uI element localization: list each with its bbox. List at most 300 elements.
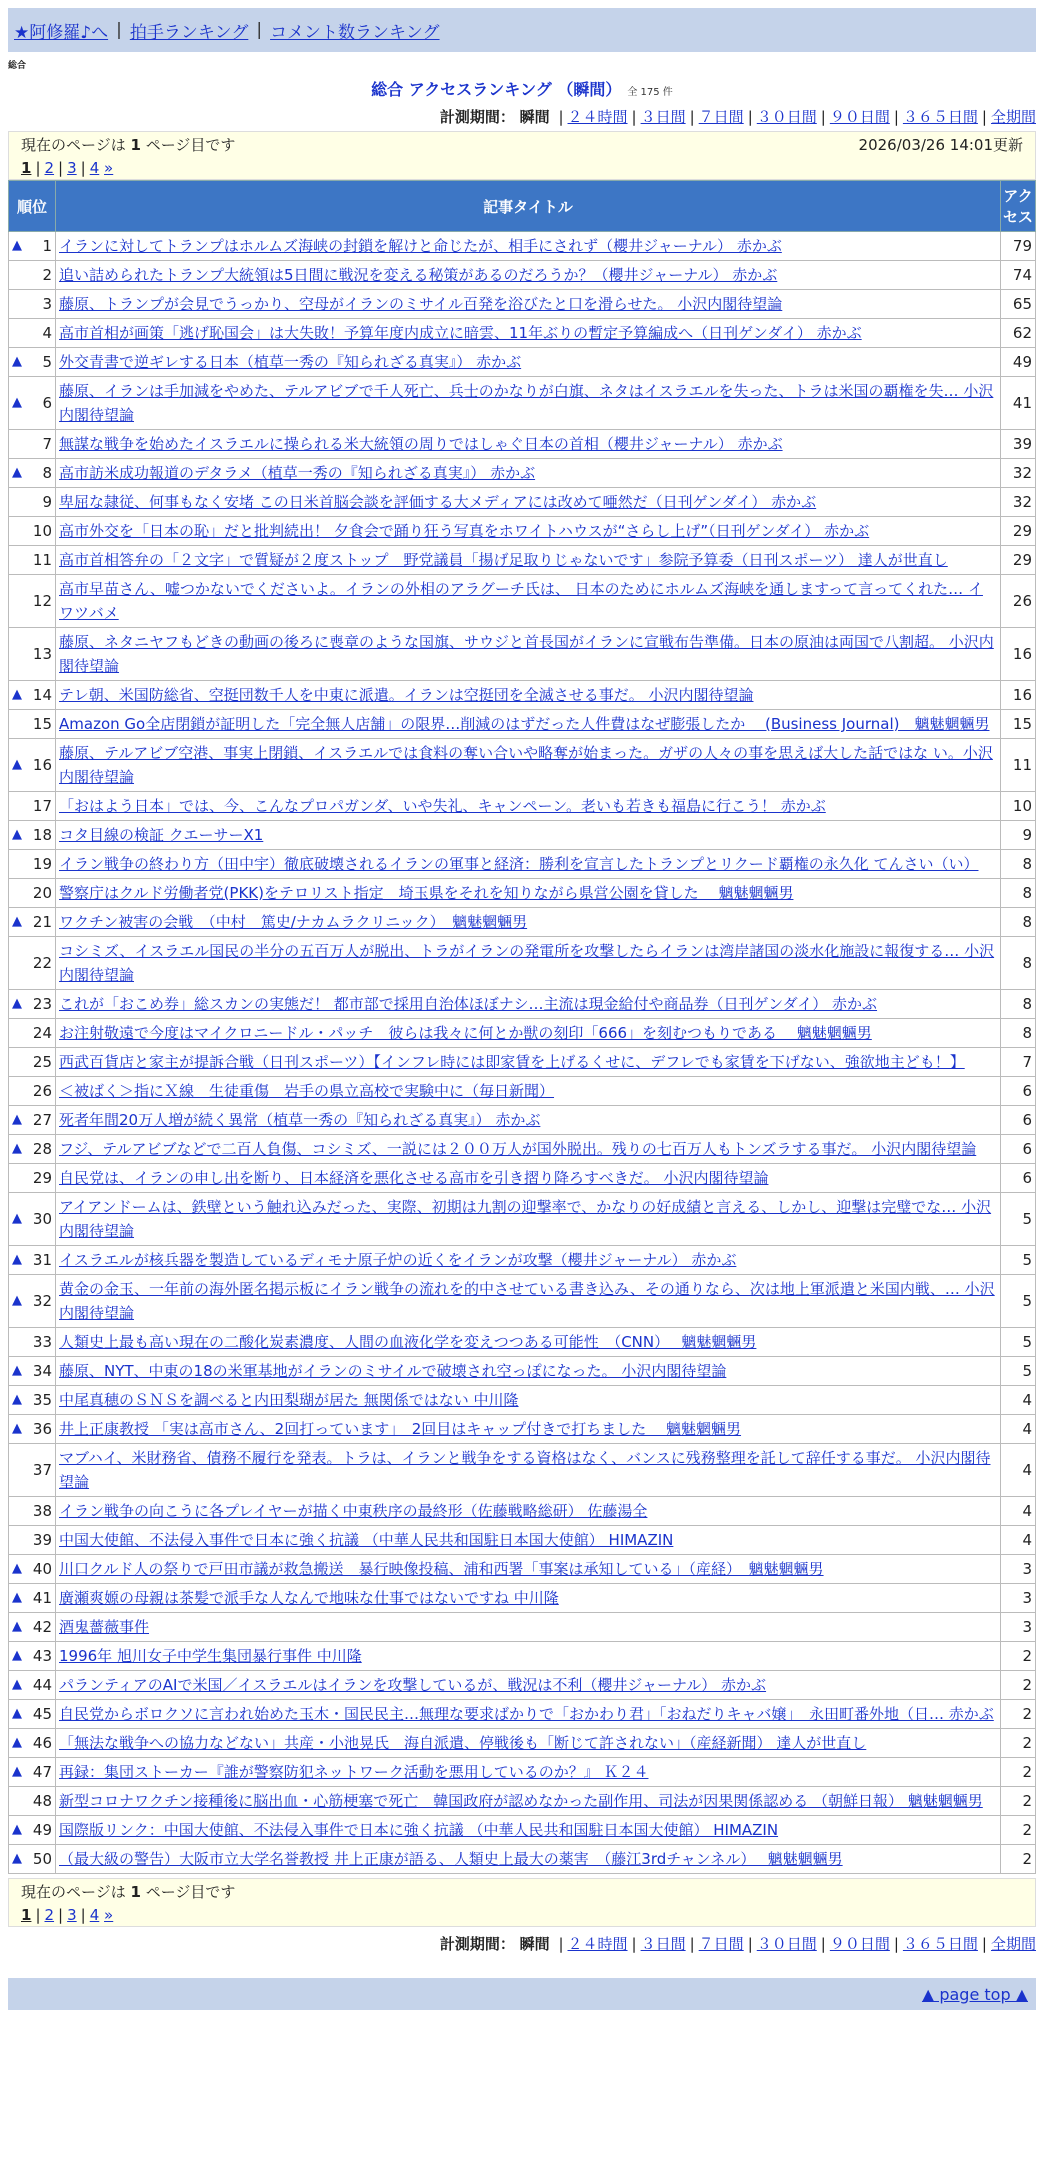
table-row bbox=[9, 1729, 1036, 1758]
access-count: 2 bbox=[1001, 1642, 1036, 1671]
total-count: 全 175 件 bbox=[627, 87, 673, 98]
period-separator: | bbox=[747, 108, 753, 126]
rank-number: 23 bbox=[32, 995, 52, 1013]
rank-cell bbox=[9, 1526, 56, 1555]
rank-number: 27 bbox=[32, 1111, 52, 1129]
access-count: 16 bbox=[1001, 628, 1036, 681]
rank-number: 31 bbox=[32, 1251, 52, 1269]
title-cell bbox=[56, 1642, 1001, 1671]
period-link[interactable]: 全期間 bbox=[990, 108, 1036, 126]
rank-number: 16 bbox=[32, 756, 52, 774]
article-link[interactable]: ＜被ばく＞指にＸ線 生徒重傷 岩手の県立高校で実験中に（毎日新聞） bbox=[59, 1082, 555, 1100]
access-count: 65 bbox=[1001, 290, 1036, 319]
access-count: 5 bbox=[1001, 1328, 1036, 1357]
table-row bbox=[9, 1193, 1036, 1246]
period-separator: | bbox=[689, 1935, 695, 1953]
access-count: 6 bbox=[1001, 1106, 1036, 1135]
access-count: 4 bbox=[1001, 1415, 1036, 1444]
table-row bbox=[9, 1758, 1036, 1787]
page-link[interactable]: 2 bbox=[44, 1906, 55, 1924]
access-count: 6 bbox=[1001, 1164, 1036, 1193]
period-link[interactable]: ３０日間 bbox=[756, 1935, 817, 1953]
title-cell bbox=[56, 850, 1001, 879]
rank-number: 8 bbox=[42, 464, 52, 482]
rank-cell bbox=[9, 290, 56, 319]
period-link[interactable]: ７日間 bbox=[698, 1935, 744, 1953]
article-link[interactable]: 藤原、ネタニヤフもどきの動画の後ろに喪章のような国旗、サウジと首長国がイランに宣戦布告準備。日本の原油は両国で八割超。 小沢内閣待望論 bbox=[59, 633, 994, 675]
access-count: 32 bbox=[1001, 459, 1036, 488]
rank-up-icon: ▲ bbox=[12, 1648, 22, 1663]
page-link[interactable]: 3 bbox=[67, 1906, 77, 1924]
table-row bbox=[9, 348, 1036, 377]
table-row bbox=[9, 459, 1036, 488]
rank-up-icon: ▲ bbox=[12, 395, 22, 410]
article-link[interactable]: 酒鬼薔薇事件 bbox=[59, 1618, 150, 1636]
article-link[interactable]: 高市首相が画策「逃げ恥国会」は大失敗！予算年度内成立に暗雲、11年ぶりの暫定予算編成へ（日刊ゲンダイ） 赤かぶ bbox=[59, 324, 862, 342]
current-page-text: 現在のページは 1 ページ目です bbox=[21, 1883, 236, 1901]
period-separator: | bbox=[747, 1935, 753, 1953]
article-link[interactable]: アイアンドームは、鉄壁という触れ込みだった、実際、初期は九割の迎撃率で、かなりの好成績と言える、しかし、迎撃は完璧でな… 小沢内閣待望論 bbox=[59, 1198, 992, 1240]
title-cell bbox=[56, 1275, 1001, 1328]
rank-cell bbox=[9, 739, 56, 792]
table-row bbox=[9, 879, 1036, 908]
article-link[interactable]: イスラエルが核兵器を製造しているディモナ原子炉の近くをイランが攻撃（櫻井ジャーナル） 赤かぶ bbox=[59, 1251, 737, 1269]
rank-number: 24 bbox=[32, 1024, 52, 1042]
article-link[interactable]: マブハイ、米財務省、債務不履行を発表。トラは、イランと戦争をする資格はなく、バンスに残務整理を託して辞任する事だ。 小沢内閣待望論 bbox=[59, 1449, 991, 1491]
title-cell bbox=[56, 990, 1001, 1019]
article-link[interactable]: 高市首相答弁の「２文字」で質疑が２度ストップ 野党議員「揚げ足取りじゃないです」参院予算委（日刊スポーツ） 達人が世直し bbox=[59, 551, 948, 569]
article-link[interactable]: 中国大使館、不法侵入事件で日本に強く抗議 （中華人民共和国駐日本国大使館） HIMAZIN bbox=[59, 1531, 674, 1549]
table-row bbox=[9, 1497, 1036, 1526]
rank-up-icon: ▲ bbox=[12, 1706, 22, 1721]
article-link[interactable]: 無謀な戦争を始めたイスラエルに操られる米大統領の周りではしゃぐ日本の首相（櫻井ジャーナル） 赤かぶ bbox=[59, 435, 783, 453]
period-selector-top bbox=[0, 106, 1036, 127]
period-link[interactable]: ３６５日間 bbox=[902, 108, 978, 126]
rank-cell bbox=[9, 1584, 56, 1613]
table-row bbox=[9, 1700, 1036, 1729]
article-link[interactable]: 国際版リンク：中国大使館、不法侵入事件で日本に強く抗議 （中華人民共和国駐日本国大使館） HIMAZIN bbox=[59, 1821, 779, 1839]
page-current: 1 bbox=[21, 159, 32, 177]
table-row bbox=[9, 232, 1036, 261]
table-row bbox=[9, 1357, 1036, 1386]
rank-number: 7 bbox=[42, 435, 52, 453]
article-link[interactable]: コシミズ、イスラエル国民の半分の五百万人が脱出、トラがイランの発電所を攻撃したらイランは湾岸諸国の淡水化施設に報復する… 小沢内閣待望論 bbox=[59, 942, 995, 984]
rank-cell bbox=[9, 1816, 56, 1845]
access-count: 62 bbox=[1001, 319, 1036, 348]
rank-number: 15 bbox=[32, 715, 52, 733]
rank-number: 12 bbox=[32, 592, 52, 610]
access-count: 26 bbox=[1001, 575, 1036, 628]
article-link[interactable]: イランに対してトランプはホルムズ海峡の封鎖を解けと命じたが、相手にされず（櫻井ジャーナル） 赤かぶ bbox=[59, 237, 782, 255]
period-link[interactable]: ３日間 bbox=[640, 108, 686, 126]
rank-cell bbox=[9, 1671, 56, 1700]
access-count: 39 bbox=[1001, 430, 1036, 459]
rank-up-icon: ▲ bbox=[12, 465, 22, 480]
table-row bbox=[9, 628, 1036, 681]
ranking-table bbox=[8, 180, 1036, 1874]
rank-cell bbox=[9, 1275, 56, 1328]
table-row bbox=[9, 1386, 1036, 1415]
title-cell bbox=[56, 1246, 1001, 1275]
rank-number: 35 bbox=[32, 1391, 52, 1409]
updated-timestamp: 2026/03/26 14:01更新 bbox=[858, 136, 1023, 154]
title-cell bbox=[56, 739, 1001, 792]
title-cell bbox=[56, 1357, 1001, 1386]
title-cell bbox=[56, 1193, 1001, 1246]
rank-cell bbox=[9, 1642, 56, 1671]
nav-separator: | bbox=[116, 20, 122, 40]
access-count: 2 bbox=[1001, 1758, 1036, 1787]
period-separator: | bbox=[558, 1935, 564, 1953]
period-link[interactable]: ２４時間 bbox=[567, 108, 628, 126]
rank-cell bbox=[9, 792, 56, 821]
link-asyura[interactable]: ★阿修羅♪へ bbox=[14, 22, 109, 43]
title-cell bbox=[56, 1164, 1001, 1193]
rank-up-icon: ▲ bbox=[12, 1764, 22, 1779]
next-page-link[interactable]: » bbox=[104, 1906, 114, 1924]
table-row bbox=[9, 261, 1036, 290]
period-link[interactable]: ３６５日間 bbox=[902, 1935, 978, 1953]
article-link[interactable]: ワクチン被害の会戦 （中村 篤史/ナカムラクリニック） 魑魅魍魎男 bbox=[59, 913, 528, 931]
title-cell bbox=[56, 710, 1001, 739]
article-link[interactable]: お注射敬遠で今度はマイクロニードル・パッチ 彼らは我々に何とか獣の刻印「666」を刻むつもりである 魑魅魍魎男 bbox=[59, 1024, 872, 1042]
header-access: アクセス bbox=[1001, 181, 1036, 232]
article-link[interactable]: 新型コロナワクチン接種後に脳出血・心筋梗塞で死亡 韓国政府が認めなかった副作用、司法が因果関係認める （朝鮮日報） 魑魅魍魎男 bbox=[59, 1792, 983, 1810]
rank-number: 45 bbox=[32, 1705, 52, 1723]
rank-number: 6 bbox=[42, 394, 52, 412]
rank-number: 49 bbox=[32, 1821, 52, 1839]
table-row bbox=[9, 792, 1036, 821]
period-link[interactable]: ３０日間 bbox=[756, 108, 817, 126]
rank-up-icon: ▲ bbox=[12, 354, 22, 369]
rank-number: 10 bbox=[32, 522, 52, 540]
rank-cell bbox=[9, 1357, 56, 1386]
rank-cell bbox=[9, 459, 56, 488]
next-page-link[interactable]: » bbox=[104, 159, 114, 177]
title-cell bbox=[56, 1613, 1001, 1642]
title-cell bbox=[56, 792, 1001, 821]
access-count: 29 bbox=[1001, 517, 1036, 546]
period-separator: | bbox=[631, 108, 637, 126]
title-cell bbox=[56, 821, 1001, 850]
header-title: 記事タイトル bbox=[56, 181, 1001, 232]
article-link[interactable]: 追い詰められたトランプ大統領は5日間に戦況を変える秘策があるのだろうか？（櫻井ジャーナル） 赤かぶ bbox=[59, 266, 778, 284]
access-count: 5 bbox=[1001, 1275, 1036, 1328]
title-cell bbox=[56, 1135, 1001, 1164]
period-separator: | bbox=[820, 108, 826, 126]
table-row bbox=[9, 1019, 1036, 1048]
rank-number: 9 bbox=[42, 493, 52, 511]
rank-number: 4 bbox=[42, 324, 52, 342]
article-link[interactable]: （最大級の警告）大阪市立大学名誉教授 井上正康が語る、人類史上最大の薬害 （藤江3rdチャンネル） 魑魅魍魎男 bbox=[59, 1850, 843, 1868]
rank-number: 18 bbox=[32, 826, 52, 844]
link-comment-ranking[interactable]: コメント数ランキング bbox=[270, 22, 440, 43]
rank-cell bbox=[9, 1328, 56, 1357]
rank-up-icon: ▲ bbox=[12, 1363, 22, 1378]
link-clap-ranking[interactable]: 拍手ランキング bbox=[129, 22, 249, 43]
table-row bbox=[9, 990, 1036, 1019]
access-count: 8 bbox=[1001, 937, 1036, 990]
title-cell bbox=[56, 1787, 1001, 1816]
article-link[interactable]: パランティアのAIで米国／イスラエルはイランを攻撃しているが、戦況は不利（櫻井ジャーナル） 赤かぶ bbox=[59, 1676, 767, 1694]
table-row bbox=[9, 1642, 1036, 1671]
top-nav bbox=[8, 8, 1036, 52]
access-count: 2 bbox=[1001, 1845, 1036, 1874]
rank-number: 5 bbox=[42, 353, 52, 371]
access-count: 41 bbox=[1001, 377, 1036, 430]
rank-up-icon: ▲ bbox=[12, 1590, 22, 1605]
table-row bbox=[9, 908, 1036, 937]
article-link[interactable]: 警察庁はクルド労働者党(PKK)をテロリスト指定 埼玉県をそれを知りながら県営公園を貸した 魑魅魍魎男 bbox=[59, 884, 794, 902]
rank-cell bbox=[9, 821, 56, 850]
access-count: 4 bbox=[1001, 1526, 1036, 1555]
rank-cell bbox=[9, 1787, 56, 1816]
table-row bbox=[9, 319, 1036, 348]
article-link[interactable]: 「無法な戦争への協力などない」共産・小池晃氏 海自派遣、停戦後も「断じて許されない」（産経新聞） 達人が世直し bbox=[59, 1734, 867, 1752]
access-count: 3 bbox=[1001, 1584, 1036, 1613]
rank-number: 19 bbox=[32, 855, 52, 873]
rank-up-icon: ▲ bbox=[12, 1112, 22, 1127]
article-link[interactable]: 黄金の金玉、一年前の海外匿名掲示板にイラン戦争の流れを的中させている書き込み、その通りなら、次は地上軍派遣と米国内戦、… 小沢内閣待望論 bbox=[59, 1280, 995, 1322]
article-link[interactable]: 高市訪米成功報道のデタラメ（植草一秀の『知られざる真実』） 赤かぶ bbox=[59, 464, 536, 482]
pagination bbox=[21, 1906, 1023, 1924]
article-link[interactable]: 自民党からボロクソに言われ始めた玉木・国民民主…無理な要求ばかりで「おかわり君」「おねだりキャバ嬢」 永田町番外地（日… 赤かぶ bbox=[59, 1705, 994, 1723]
rank-number: 20 bbox=[32, 884, 52, 902]
table-row bbox=[9, 1048, 1036, 1077]
rank-number: 2 bbox=[42, 266, 52, 284]
period-separator: | bbox=[981, 108, 987, 126]
table-row bbox=[9, 1444, 1036, 1497]
rank-number: 43 bbox=[32, 1647, 52, 1665]
rank-number: 11 bbox=[32, 551, 52, 569]
rank-cell bbox=[9, 575, 56, 628]
title-cell bbox=[56, 488, 1001, 517]
title-cell bbox=[56, 879, 1001, 908]
rank-cell bbox=[9, 517, 56, 546]
table-row bbox=[9, 681, 1036, 710]
title-cell bbox=[56, 232, 1001, 261]
rank-number: 47 bbox=[32, 1763, 52, 1781]
header-rank: 順位 bbox=[9, 181, 56, 232]
table-row bbox=[9, 546, 1036, 575]
rank-up-icon: ▲ bbox=[12, 1822, 22, 1837]
rank-cell bbox=[9, 1555, 56, 1584]
article-link[interactable]: イラン戦争の向こうに各プレイヤーが描く中東秩序の最終形（佐藤戦略総研） 佐藤湯全 bbox=[59, 1502, 648, 1520]
page-link[interactable]: 2 bbox=[44, 159, 55, 177]
access-count: 2 bbox=[1001, 1787, 1036, 1816]
rank-number: 32 bbox=[32, 1292, 52, 1310]
access-count: 2 bbox=[1001, 1816, 1036, 1845]
article-link[interactable]: 井上正康教授 「実は高市さん、2回打っています」 2回目はキャップ付きで打ちました 魑魅魍魎男 bbox=[59, 1420, 742, 1438]
article-link[interactable]: 「おはよう日本」では、今、こんなプロパガンダ、いや失礼、キャンペーン。老いも若きも福島に行こう！ 赤かぶ bbox=[59, 797, 826, 815]
title-cell bbox=[56, 1415, 1001, 1444]
article-link[interactable]: 中尾真穂のＳＮＳを調べると内田梨瑚が居た 無関係ではない 中川隆 bbox=[59, 1391, 519, 1409]
rank-up-icon: ▲ bbox=[12, 827, 22, 842]
article-link[interactable]: Amazon Go全店閉鎖が証明した「完全無人店舗」の限界…削減のはずだった人件費はなぜ膨張したか (Business Journal) 魑魅魍魎男 bbox=[59, 715, 990, 733]
title-cell bbox=[56, 290, 1001, 319]
rank-up-icon: ▲ bbox=[12, 1851, 22, 1866]
page-info-bottom bbox=[8, 1878, 1036, 1927]
rank-cell bbox=[9, 1758, 56, 1787]
page-link[interactable]: 3 bbox=[67, 159, 77, 177]
title-cell bbox=[56, 319, 1001, 348]
page-separator: | bbox=[35, 1906, 41, 1924]
access-count: 6 bbox=[1001, 1077, 1036, 1106]
access-count: 2 bbox=[1001, 1671, 1036, 1700]
rank-up-icon: ▲ bbox=[12, 1141, 22, 1156]
rank-cell bbox=[9, 1106, 56, 1135]
page-title bbox=[0, 77, 1044, 100]
rank-cell bbox=[9, 319, 56, 348]
rank-up-icon: ▲ bbox=[12, 238, 22, 253]
page-top-link[interactable]: ▲ page top ▲ bbox=[921, 1984, 1028, 2004]
rank-cell bbox=[9, 937, 56, 990]
page-current: 1 bbox=[21, 1906, 32, 1924]
access-count: 49 bbox=[1001, 348, 1036, 377]
title-cell bbox=[56, 1497, 1001, 1526]
access-count: 74 bbox=[1001, 261, 1036, 290]
rank-up-icon: ▲ bbox=[12, 687, 22, 702]
rank-cell bbox=[9, 1444, 56, 1497]
rank-cell bbox=[9, 1246, 56, 1275]
article-link[interactable]: 藤原、トランプが会見でうっかり、空母がイランのミサイル百発を浴びたと口を滑らせた。 小沢内閣待望論 bbox=[59, 295, 783, 313]
page-info-top bbox=[8, 131, 1036, 180]
rank-number: 25 bbox=[32, 1053, 52, 1071]
article-link[interactable]: 藤原、テルアビブ空港、事実上閉鎖、イスラエルでは食料の奪い合いや略奪が始まった。ガザの人々の事を思えば大した話ではな い。小沢内閣待望論 bbox=[59, 744, 993, 786]
article-link[interactable]: 藤原、イランは手加減をやめた、テルアビブで千人死亡、兵士のかなりが白旗、ネタはイスラエルを失った、トラは米国の覇権を失… 小沢内閣待望論 bbox=[59, 382, 994, 424]
article-link[interactable]: イラン戦争の終わり方（田中宇）徹底破壊されるイランの軍事と経済：勝利を宣言したトランプとリクード覇権の永久化 てんさい（い） bbox=[59, 855, 979, 873]
period-link[interactable]: ７日間 bbox=[698, 108, 744, 126]
article-link[interactable]: 外交青書で逆ギレする日本（植草一秀の『知られざる真実』） 赤かぶ bbox=[59, 353, 522, 371]
rank-cell bbox=[9, 1193, 56, 1246]
table-row bbox=[9, 290, 1036, 319]
page-heading: 総合 アクセスランキング （瞬間） bbox=[371, 80, 622, 99]
access-count: 2 bbox=[1001, 1700, 1036, 1729]
table-row bbox=[9, 1415, 1036, 1444]
access-count: 6 bbox=[1001, 1135, 1036, 1164]
rank-cell bbox=[9, 1497, 56, 1526]
table-row bbox=[9, 1613, 1036, 1642]
title-cell bbox=[56, 1729, 1001, 1758]
rank-number: 36 bbox=[32, 1420, 52, 1438]
table-row bbox=[9, 1275, 1036, 1328]
title-cell bbox=[56, 1386, 1001, 1415]
rank-number: 3 bbox=[42, 295, 52, 313]
article-link[interactable]: コタ目線の検証 クエーサーX1 bbox=[59, 826, 264, 844]
article-link[interactable]: フジ、テルアビブなどで二百人負傷、コシミズ、一説には２００万人が国外脱出。残りの七百万人もトンズラする事だ。 小沢内閣待望論 bbox=[59, 1140, 977, 1158]
rank-number: 37 bbox=[32, 1461, 52, 1479]
article-link[interactable]: 高市外交を「日本の恥」だと批判続出！ 夕食会で踊り狂う写真をホワイトハウスが“さらし上げ”（日刊ゲンダイ） 赤かぶ bbox=[59, 522, 870, 540]
period-link[interactable]: ９０日間 bbox=[829, 1935, 890, 1953]
rank-cell bbox=[9, 1613, 56, 1642]
title-cell bbox=[56, 1845, 1001, 1874]
access-count: 32 bbox=[1001, 488, 1036, 517]
access-count: 8 bbox=[1001, 850, 1036, 879]
rank-number: 13 bbox=[32, 645, 52, 663]
period-link[interactable]: 全期間 bbox=[990, 1935, 1036, 1953]
period-selected: 瞬間 bbox=[519, 108, 550, 126]
category-label: 総合 bbox=[8, 61, 27, 71]
ranking-body bbox=[9, 232, 1036, 1874]
table-row bbox=[9, 1077, 1036, 1106]
title-cell bbox=[56, 1444, 1001, 1497]
rank-number: 46 bbox=[32, 1734, 52, 1752]
rank-number: 38 bbox=[32, 1502, 52, 1520]
access-count: 7 bbox=[1001, 1048, 1036, 1077]
page-link[interactable]: 4 bbox=[89, 1906, 100, 1924]
rank-cell bbox=[9, 1845, 56, 1874]
period-link[interactable]: ３日間 bbox=[640, 1935, 686, 1953]
period-link[interactable]: ９０日間 bbox=[829, 108, 890, 126]
table-row bbox=[9, 739, 1036, 792]
article-link[interactable]: 川口クルド人の祭りで戸田市議が救急搬送 暴行映像投稿、浦和西署「事案は承知している」（産経） 魑魅魍魎男 bbox=[59, 1560, 824, 1578]
table-row bbox=[9, 430, 1036, 459]
access-count: 9 bbox=[1001, 821, 1036, 850]
article-link[interactable]: 藤原、NYT、中東の18の米軍基地がイランのミサイルで破壊され空っぽになった。 小沢内閣待望論 bbox=[59, 1362, 727, 1380]
access-count: 4 bbox=[1001, 1497, 1036, 1526]
page-link[interactable]: 4 bbox=[89, 159, 100, 177]
rank-number: 30 bbox=[32, 1210, 52, 1228]
rank-cell bbox=[9, 628, 56, 681]
title-cell bbox=[56, 348, 1001, 377]
period-links bbox=[554, 108, 1036, 126]
article-link[interactable]: 高市早苗さん、嘘つかないでくださいよ。イランの外相のアラグーチ氏は、 日本のためにホルムズ海峡を通しますって言ってくれた… イワツバメ bbox=[59, 580, 983, 622]
access-count: 3 bbox=[1001, 1613, 1036, 1642]
table-row bbox=[9, 517, 1036, 546]
rank-cell bbox=[9, 546, 56, 575]
article-link[interactable]: これが「おこめ券」総スカンの実態だ！ 都市部で採用自治体ほぼナシ…主流は現金給付や商品券（日刊ゲンダイ） 赤かぶ bbox=[59, 995, 878, 1013]
access-count: 8 bbox=[1001, 1019, 1036, 1048]
article-link[interactable]: 死者年間20万人増が続く異常（植草一秀の『知られざる真実』） 赤かぶ bbox=[59, 1111, 541, 1129]
rank-cell bbox=[9, 261, 56, 290]
rank-number: 29 bbox=[32, 1169, 52, 1187]
article-link[interactable]: 廣瀬爽嫄の母親は茶髪で派手な人なんで地味な仕事ではないですね 中川隆 bbox=[59, 1589, 559, 1607]
article-link[interactable]: 人類史上最も高い現在の二酸化炭素濃度、人間の血液化学を変えつつある可能性 （CNN） 魑魅魍魎男 bbox=[59, 1333, 757, 1351]
current-page-text: 現在のページは 1 ページ目です bbox=[21, 136, 236, 154]
article-link[interactable]: 卑屈な隷従、何事もなく安堵 この日米首脳会談を評価する大メディアには改めて唖然だ（日刊ゲンダイ） 赤かぶ bbox=[59, 493, 817, 511]
rank-number: 22 bbox=[32, 954, 52, 972]
rank-up-icon: ▲ bbox=[12, 1392, 22, 1407]
period-separator: | bbox=[893, 1935, 899, 1953]
rank-up-icon: ▲ bbox=[12, 1252, 22, 1267]
rank-cell bbox=[9, 850, 56, 879]
rank-cell bbox=[9, 1048, 56, 1077]
rank-number: 28 bbox=[32, 1140, 52, 1158]
period-selected: 瞬間 bbox=[519, 1935, 550, 1953]
article-link[interactable]: テレ朝、米国防総省、空挺団数千人を中東に派遣。イランは空挺団を全滅させる事だ。 小沢内閣待望論 bbox=[59, 686, 754, 704]
title-cell bbox=[56, 681, 1001, 710]
rank-cell bbox=[9, 1729, 56, 1758]
title-cell bbox=[56, 1700, 1001, 1729]
rank-cell bbox=[9, 348, 56, 377]
rank-number: 48 bbox=[32, 1792, 52, 1810]
rank-up-icon: ▲ bbox=[12, 1561, 22, 1576]
table-row bbox=[9, 1671, 1036, 1700]
table-row bbox=[9, 710, 1036, 739]
article-link[interactable]: 西武百貨店と家主が提訴合戦（日刊スポーツ）【インフレ時には即家賃を上げるくせに、デフレでも家賃を下げない、強欲地主ども！】 bbox=[59, 1053, 965, 1071]
access-count: 8 bbox=[1001, 990, 1036, 1019]
title-cell bbox=[56, 1816, 1001, 1845]
article-link[interactable]: 1996年 旭川女子中学生集団暴行事件 中川隆 bbox=[59, 1647, 362, 1665]
period-separator: | bbox=[558, 108, 564, 126]
access-count: 8 bbox=[1001, 908, 1036, 937]
article-link[interactable]: 自民党は、イランの申し出を断り、日本経済を悪化させる高市を引き摺り降ろすべきだ。 小沢内閣待望論 bbox=[59, 1169, 769, 1187]
rank-cell bbox=[9, 908, 56, 937]
rank-cell bbox=[9, 990, 56, 1019]
article-link[interactable]: 再録：集団ストーカー『誰が警察防犯ネットワーク活動を悪用しているのか？』 Ｋ２４ bbox=[59, 1763, 649, 1781]
period-link[interactable]: ２４時間 bbox=[567, 1935, 628, 1953]
table-row bbox=[9, 1845, 1036, 1874]
